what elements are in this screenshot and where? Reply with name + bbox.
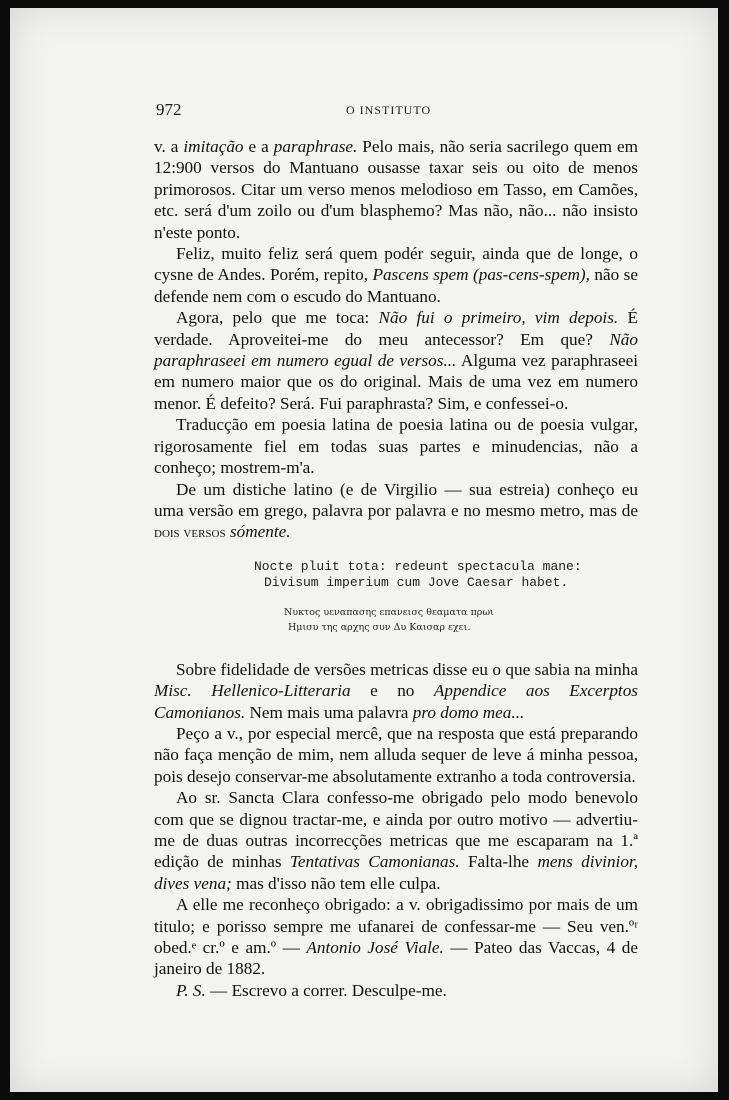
paragraph: A elle me reconheço obrigado: a v. obrigadissimo por mais de um titulo; e porisso sempre me ufanarei de confessar-me — Seu ven.ºʳ obed.ᵉ cr.º e am.º — Antonio José Viale. — Pateo das Vaccas, 4 de janeiro de 1882. [154, 895, 638, 979]
paragraph: De um distiche latino (e de Virgilio — sua estreia) conheço eu uma versão em grego, palavra por palavra e no mesmo metro, mas de dois versos sómente. [154, 479, 638, 542]
quote-line: Divisum imperium cum Jove Caesar habet. [264, 574, 569, 590]
quote-line: Νυκτος υεναπασης επανεισς θεαματα πρωι [284, 606, 494, 618]
quote-line: Ημισυ της αρχης συν Δυ Καισαρ εχει. [288, 621, 471, 633]
paragraph: Peço a v., por especial mercê, que na resposta que está preparando não faça menção de mim, nem alluda sequer de leve á minha pessoa, pois desejo conservar-me absolutamente extranho a toda controversia. [154, 723, 638, 786]
greek-quote [284, 605, 638, 635]
paragraph: Agora, pelo que me toca: Não fui o primeiro, vim depois. É verdade. Aproveitei-me do meu antecessor? Em que? Não paraphraseei em numero egual de versos... Alguma vez paraphraseei em numero maior que os do original. Mais de uma vez em numero menor. É defeito? Será. Fui paraphrasta? Sim, e confessei-o. [154, 308, 638, 413]
running-head: O INSTITUTO [346, 103, 432, 117]
paragraph: Traducção em poesia latina de poesia latina ou de poesia vulgar, rigorosamente fiel em todas suas partes e minudencias, não a conheço; mostrem-m'a. [154, 415, 638, 478]
page-number: 972 [156, 100, 182, 119]
quote-line: Nocte pluit tota: redeunt spectacula mane: [254, 558, 582, 574]
paragraph: Sobre fidelidade de versões metricas disse eu o que sabia na minha Misc. Hellenico-Litteraria e no Appendice aos Excerptos Camonianos. Nem mais uma palavra pro domo mea... [154, 659, 638, 722]
paragraph: Ao sr. Sancta Clara confesso-me obrigado pelo modo benevolo com que se dignou tractar-me, e ainda por outro motivo — advertiu-me de duas outras incorrecções metricas que me escaparam na 1.ª edição de minhas Tentativas Camonianas. Falta-lhe mens divinior, dives vena; mas d'isso não tem elle culpa. [154, 788, 638, 893]
page-header [156, 100, 630, 120]
latin-quote [254, 559, 638, 591]
page [10, 8, 718, 1092]
paragraph: v. a imitação e a paraphrase. Pelo mais, não seria sacrilego quem em 12:900 versos do Mantuano ousasse taxar seis ou oito de menos primorosos. Citar um verso menos melodioso em Tasso, em Camões, etc. será d'um zoilo ou d'um blasphemo? Mas não, não... não insisto n'este ponto. [154, 137, 638, 242]
article-body [154, 136, 638, 1001]
paragraph: Feliz, muito feliz será quem podér seguir, ainda que de longe, o cysne de Andes. Porém, repito, Pascens spem (pas-cens-spem), não se defende nem com o escudo do Mantuano. [154, 244, 638, 306]
postscript: P. S. — Escrevo a correr. Desculpe-me. [176, 980, 447, 1000]
